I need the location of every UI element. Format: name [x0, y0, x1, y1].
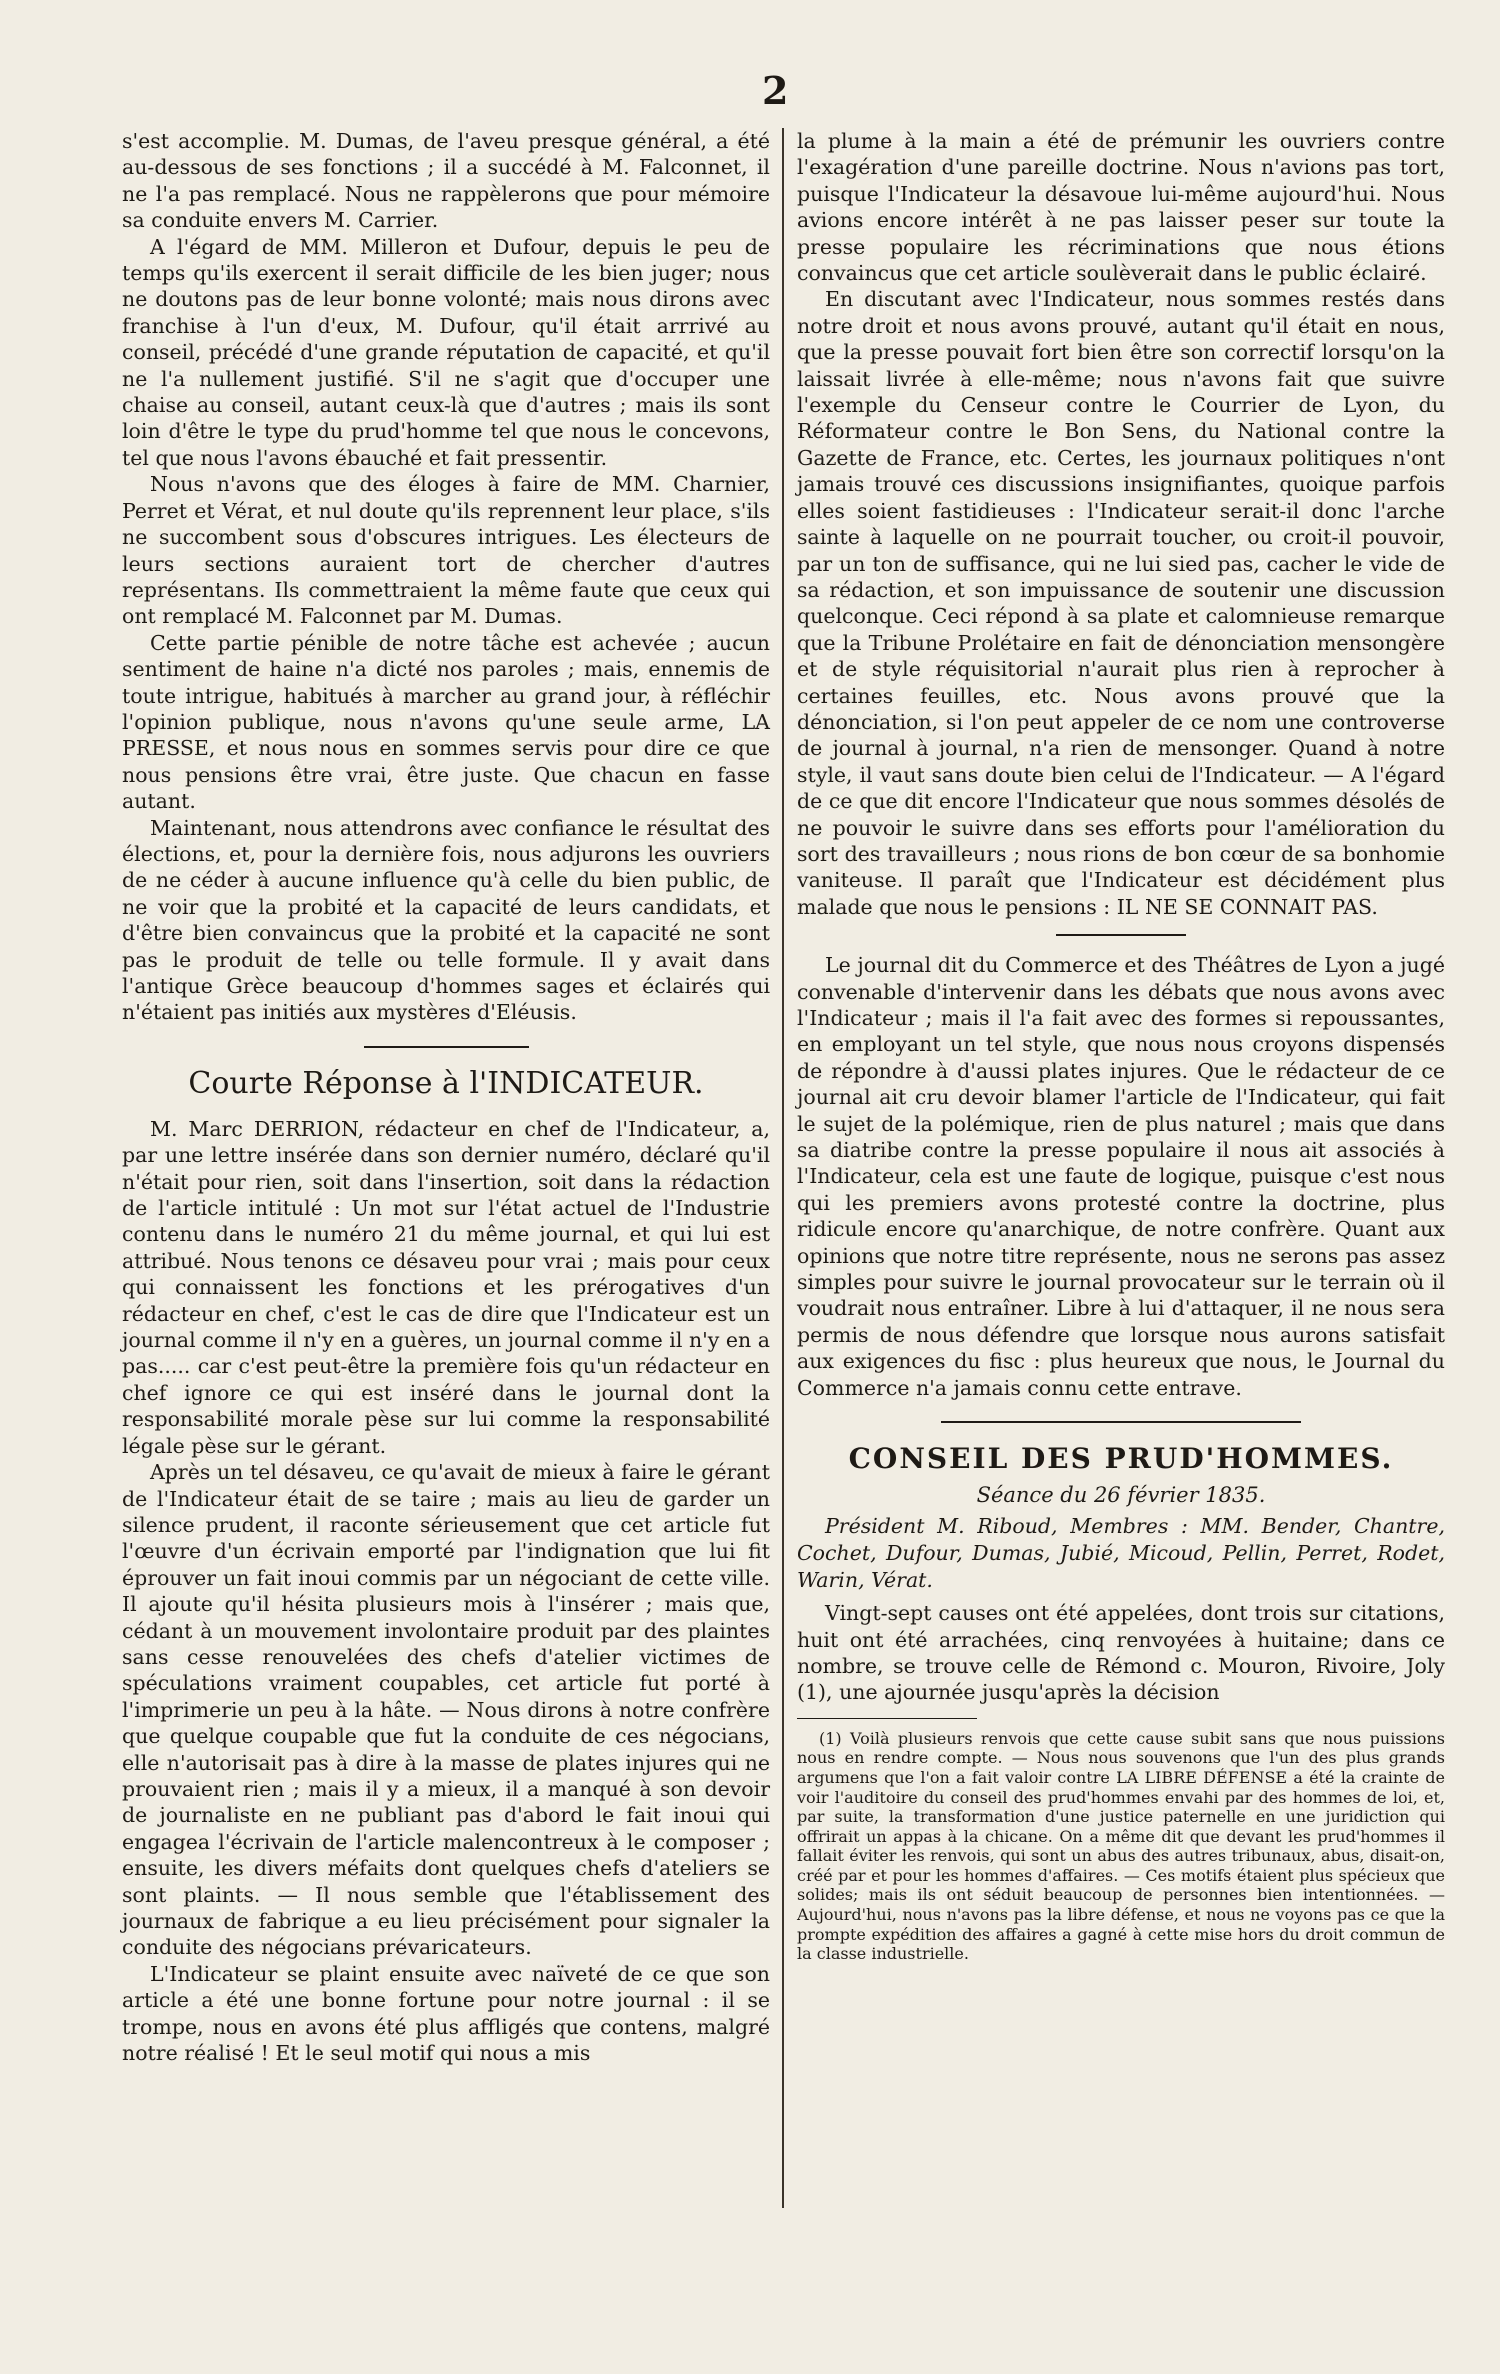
paragraph: s'est accomplie. M. Dumas, de l'aveu presque général, a été au-dessous de ses fonctions ; il a succédé à M. Falconnet, il ne l'a pas remplacé. Nous ne rappèlerons que pour mémoire sa conduite envers M. Carrier.: [122, 129, 770, 233]
page-number: 2: [762, 68, 789, 113]
footnote: (1) Voilà plusieurs renvois que cette cause subit sans que nous puissions nous en rendre compte. — Nous nous souvenons que l'un des plus grands argumens que l'on a fait valoir contre LA LIBRE DÉFENSE a été la crainte de voir l'auditoire du conseil des prud'hommes envahi par des hommes de loi, et, par suite, la transformation d'une justice paternelle en une juridiction qui offrirait un appas à la chicane. On a même dit que devant les prud'hommes il fallait éviter les renvois, qui sont un abus des autres tribunaux, abus, disait-on, créé par et pour les hommes d'affaires. — Ces motifs étaient plus spécieux que solides; mais ils ont séduit beaucoup de personnes bien intentionnées. — Aujourd'hui, nous n'avons pas la libre défense, et nous ne voyons pas ce que la prompte expédition des affaires a gagné à cette mise hors du droit commun de la classe industrielle.: [797, 1728, 1445, 1964]
members-list: Président M. Riboud, Membres : MM. Bender, Chantre, Cochet, Dufour, Dumas, Jubié, Micoud, Pellin, Perret, Rodet, Warin, Vérat.: [797, 1514, 1445, 1593]
council-title: CONSEIL DES PRUD'HOMMES.: [848, 1442, 1394, 1476]
left-column: [122, 128, 770, 2066]
paragraph: En discutant avec l'Indicateur, nous sommes restés dans notre droit et nous avons prouvé, autant qu'il était en nous, que la presse pouvait fort bien être son correctif lorsqu'on la laissait livrée à elle-même; nous n'avons fait que suivre l'exemple du Censeur contre le Courrier de Lyon, du Réformateur contre le Bon Sens, du National contre la Gazette de France, etc. Certes, les journaux politiques n'ont jamais trouvé ces discussions insignifiantes, quoique parfois elles soient fastidieuses : l'Indicateur serait-il donc l'arche sainte à laquelle on ne pourrait toucher, ou croit-il pouvoir, par un ton de suffisance, qui ne lui sied pas, cacher le vide de sa rédaction, et son impuissance de soutenir une discussion quelconque. Ceci répond à sa plate et calomnieuse remarque que la Tribune Prolétaire en fait de dénonciation mensongère et de style réquisitorial n'aurait plus rien à reprocher à certaines feuilles, etc. Nous avons prouvé que la dénonciation, si l'on peut appeler de ce nom une controverse de journal à journal, n'a rien de mensonger. Quand à notre style, il vaut sans doute bien celui de l'Indicateur. — A l'égard de ce que dit encore l'Indicateur que nous sommes désolés de ne pouvoir le suivre dans ses efforts pour l'amélioration du sort des travailleurs ; nous rions de bon cœur de sa bonhomie vaniteuse. Il paraît que l'Indicateur est décidément plus malade que nous le pensions : IL NE SE CONNAIT PAS.: [797, 287, 1445, 919]
paragraph: M. Marc DERRION, rédacteur en chef de l'Indicateur, a, par une lettre insérée dans son dernier numéro, déclaré qu'il n'était pour rien, soit dans l'insertion, soit dans la rédaction de l'article intitulé : Un mot sur l'état actuel de l'Industrie contenu dans le numéro 21 du même journal, et qui lui est attribué. Nous tenons ce désaveu pour vrai ; mais pour ceux qui connaissent les fonctions et les prérogatives d'un rédacteur en chef, c'est le cas de dire que l'Indicateur est un journal comme il n'y en a guères, un journal comme il n'y en a pas..... car c'est peut-être la première fois qu'un rédacteur en chef ignore ce qui est inséré dans le journal dont la responsabilité morale pèse sur lui comme la responsabilité légale pèse sur le gérant.: [122, 1116, 770, 1458]
paragraph: Cette partie pénible de notre tâche est achevée ; aucun sentiment de haine n'a dicté nos paroles ; mais, ennemis de toute intrigue, habitués à marcher au grand jour, à réfléchir l'opinion publique, nous n'avons qu'une seule arme, LA PRESSE, et nous nous en sommes servis pour dire ce que nous pensions être vrai, être juste. Que chacun en fasse autant.: [122, 630, 770, 814]
section-title: Courte Réponse à l'INDICATEUR.: [188, 1065, 704, 1101]
paragraph: Nous n'avons que des éloges à faire de MM. Charnier, Perret et Vérat, et nul doute qu'ils reprennent leur place, s'ils ne succombent sous d'obscures intrigues. Les électeurs de leurs sections auraient tort de chercher d'autres représentans. Ils commettraient la même faute que ceux qui ont remplacé M. Falconnet par M. Dumas.: [122, 472, 770, 629]
paragraph: L'Indicateur se plaint ensuite avec naïveté de ce que son article a été une bonne fortune pour notre journal : il se trompe, nous en avons été plus affligés que contens, malgré notre réalisé ! Et le seul motif qui nous a mis: [122, 1961, 770, 2066]
right-column: [797, 128, 1445, 1964]
paragraph: Maintenant, nous attendrons avec confiance le résultat des élections, et, pour la dernière fois, nous adjurons les ouvriers de ne céder à aucune influence qu'à celle du bien public, de ne voir que la probité et la capacité de leurs candidats, et d'être bien convaincus que la probité et la capacité ne sont pas le produit de telle ou telle formule. Il y avait dans l'antique Grèce beaucoup d'hommes sages et éclairés qui n'étaient pas initiés aux mystères d'Eléusis.: [122, 815, 770, 1025]
column-rule: [782, 128, 784, 2208]
section-divider: [941, 1421, 1301, 1423]
paragraph: Le journal dit du Commerce et des Théâtres de Lyon a jugé convenable d'intervenir dans les débats que nous avons avec l'Indicateur ; mais il l'a fait avec des formes si repoussantes, en employant un tel style, que nous nous croyons dispensés de répondre à d'aussi plates injures. Que le rédacteur de ce journal ait cru devoir blamer l'article de l'Indicateur, qui fait le sujet de la polémique, rien de plus naturel ; mais que dans sa diatribe contre la presse populaire il nous ait associés à l'Indicateur, cela est une faute de logique, puisque c'est nous qui les premiers avons protesté contre la doctrine, plus ridicule encore qu'anarchique, de notre confrère. Quant aux opinions que notre titre représente, nous ne serons pas assez simples pour suivre le journal provocateur sur le terrain où il voudrait nous entraîner. Libre à lui d'attaquer, il ne nous sera permis de nous défendre que lorsque nous aurons satisfait aux exigences du fisc : plus heureux que nous, le Journal du Commerce n'a jamais connu cette entrave.: [797, 953, 1445, 1400]
paragraph: Vingt-sept causes ont été appelées, dont trois sur citations, huit ont été arrachées, cinq renvoyées à huitaine; dans ce nombre, se trouve celle de Rémond c. Mouron, Rivoire, Joly (1), une ajournée jusqu'après la décision: [797, 1601, 1445, 1705]
paragraph: A l'égard de MM. Milleron et Dufour, depuis le peu de temps qu'ils exercent il serait difficile de les bien juger; nous ne doutons pas de leur bonne volonté; mais nous dirons avec franchise à l'un d'eux, M. Dufour, qu'il était arrrivé au conseil, précédé d'une grande réputation de capacité, et qu'il ne l'a nullement justifié. S'il ne s'agit que d'occuper une chaise au conseil, autant ceux-là que d'autres ; mais ils sont loin d'être le type du prud'homme tel que nous le concevons, tel que nous l'avons ébauché et fait pressentir.: [122, 234, 770, 470]
paragraph: Après un tel désaveu, ce qu'avait de mieux à faire le gérant de l'Indicateur était de se taire ; mais au lieu de garder un silence prudent, il raconte sérieusement que cet article fut l'œuvre d'un écrivain emporté par l'indignation que lui fit éprouver un fait inoui commis par un négociant de cette ville. Il ajoute qu'il hésita plusieurs mois à l'insérer ; mais que, cédant à un mouvement involontaire produit par des plaintes sans cesse renouvelées des chefs d'atelier victimes de spéculations vraiment coupables, cet article fut porté à l'imprimerie un peu à la hâte. — Nous dirons à notre confrère que quelque coupable que fut la conduite de ces négocians, elle n'autorisait pas à dire à la masse de plates injures qui ne prouvaient rien ; mais il y a mieux, il a manqué à son devoir de journaliste en ne publiant pas d'abord le fait inoui qui engagea l'écrivain de l'article malencontreux à le composer ; ensuite, les divers méfaits dont quelques chefs d'ateliers se sont plaints. — Il nous semble que l'établissement des journaux de fabrique a eu lieu précisément pour signaler la conduite des négocians prévaricateurs.: [122, 1460, 770, 1960]
session-date: Séance du 26 février 1835.: [976, 1483, 1266, 1508]
footnote-rule: [797, 1718, 977, 1719]
section-divider: [364, 1046, 529, 1048]
section-divider: [1056, 934, 1186, 936]
paragraph: la plume à la main a été de prémunir les ouvriers contre l'exagération d'une pareille doctrine. Nous n'avions pas tort, puisque l'Indicateur la désavoue lui-même aujourd'hui. Nous avions encore intérêt à ne pas laisser peser sur toute la presse populaire les récriminations que nous étions convaincus que cet article soulèverait dans le public éclairé.: [797, 129, 1445, 286]
